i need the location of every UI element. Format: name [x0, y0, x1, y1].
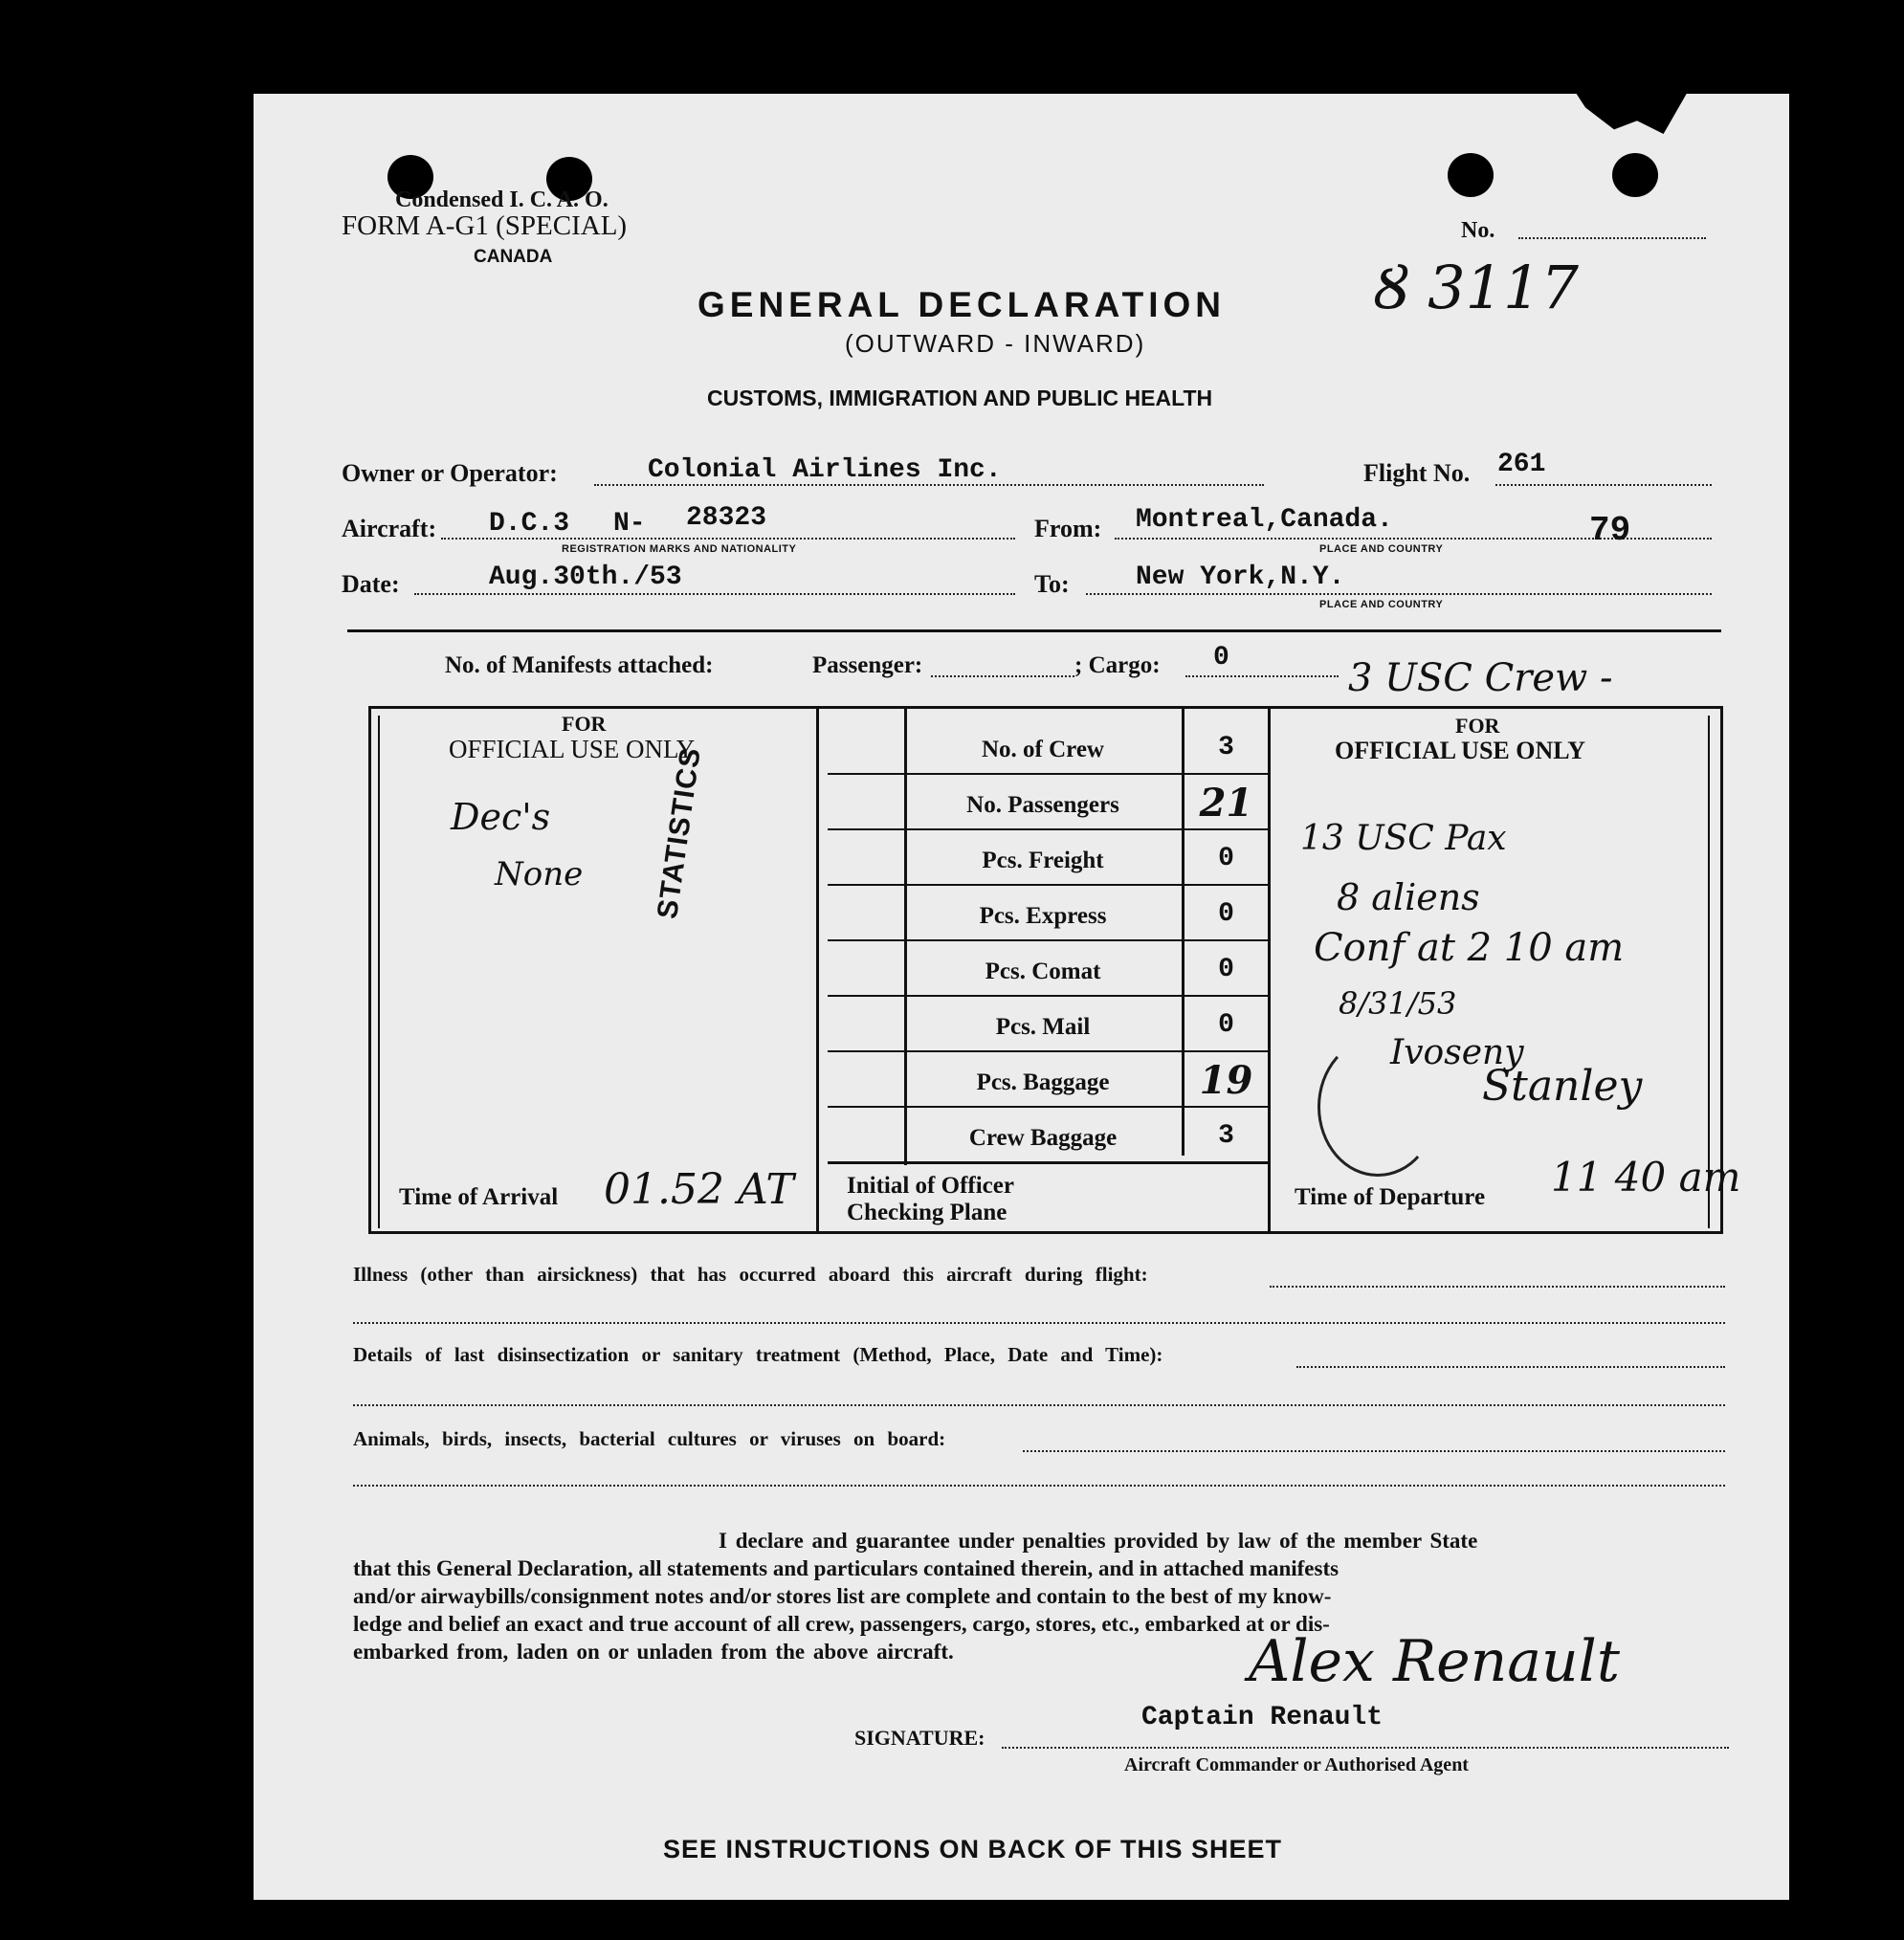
right-hand-note2: 8 aliens [1337, 876, 1480, 918]
flight-number-line [1495, 484, 1712, 486]
declaration-line2: that this General Declaration, all statements and particulars contained therein, and in attached manifests [353, 1556, 1339, 1580]
right-official-heading1: FOR [1455, 714, 1500, 738]
illness-line1 [1270, 1286, 1725, 1288]
count-value: 3 [1218, 733, 1234, 762]
count-label: Pcs. Mail [995, 1014, 1091, 1040]
count-label: Pcs. Freight [982, 848, 1104, 873]
place-caption-to: PLACE AND COUNTRY [1319, 599, 1444, 610]
table-divider-2 [904, 706, 907, 1165]
page-subtitle: (OUTWARD - INWARD) [845, 329, 1146, 358]
manifest-hand-note: 3 USC Crew - [1348, 656, 1613, 700]
animals-line1 [1023, 1450, 1725, 1452]
time-departure-value: 11 40 am [1551, 1154, 1741, 1201]
disinsect-line1 [1296, 1366, 1725, 1368]
officer-initial-label2: Checking Plane [847, 1200, 1007, 1225]
signature-handwritten: Alex Renault [1249, 1628, 1620, 1695]
date-label: Date: [342, 570, 400, 598]
count-value: 0 [1218, 1010, 1234, 1040]
form-header-line2: FORM A-G1 (SPECIAL) [342, 210, 628, 241]
animals-line2 [353, 1485, 1725, 1487]
signature-typed-name: Captain Renault [1141, 1703, 1384, 1732]
declaration-line3: and/or airwaybills/consignment notes and/or stores list are complete and contain to the best of my know- [353, 1584, 1332, 1608]
count-label: Pcs. Comat [985, 959, 1101, 984]
count-row-rule [828, 995, 1268, 997]
torn-corner [1574, 90, 1689, 134]
cargo-manifest-line [1185, 675, 1339, 677]
count-row-rule [828, 828, 1268, 830]
count-row-rule [828, 1161, 1268, 1163]
aircraft-reg-prefix: N- [613, 509, 646, 539]
count-row-rule [828, 773, 1268, 775]
signature-line [1002, 1747, 1729, 1749]
date-value: Aug.30th./53 [489, 562, 682, 592]
flight-number-label: Flight No. [1363, 459, 1471, 487]
form-number-line [1518, 237, 1706, 239]
count-row-rule [828, 1106, 1268, 1108]
signature-label: SIGNATURE: [854, 1726, 985, 1750]
officer-initial-label1: Initial of Officer [847, 1173, 1014, 1199]
signature-caption: Aircraft Commander or Authorised Agent [1124, 1754, 1469, 1775]
owner-value: Colonial Airlines Inc. [648, 455, 1002, 485]
table-divider-1 [816, 706, 819, 1234]
time-arrival-value: 01.52 AT [604, 1165, 794, 1214]
disinsect-line2 [353, 1404, 1725, 1406]
count-label: Crew Baggage [968, 1125, 1118, 1151]
count-label: No. Passengers [966, 792, 1119, 818]
passenger-manifest-label: Passenger: [812, 652, 923, 678]
count-label: No. of Crew [982, 737, 1104, 762]
page-title: GENERAL DECLARATION [697, 285, 1227, 324]
right-hand-circle [1317, 1037, 1438, 1177]
footer-instructions: SEE INSTRUCTIONS ON BACK OF THIS SHEET [663, 1835, 1283, 1863]
left-hand-note2: None [495, 855, 584, 893]
count-row-rule [828, 939, 1268, 941]
to-line [1086, 593, 1712, 595]
declaration-line5: embarked from, laden on or unladen from the above aircraft. [353, 1640, 954, 1664]
count-value: 0 [1218, 899, 1234, 929]
passenger-manifest-line [931, 675, 1074, 677]
declaration-form [254, 94, 1789, 1900]
right-hand-note4: 8/31/53 [1339, 985, 1457, 1022]
punch-hole-right-2 [1612, 153, 1658, 197]
handwritten-reference: Ȣ 3117 [1375, 253, 1579, 322]
manifests-label: No. of Manifests attached: [445, 652, 714, 678]
declaration-line4: ledge and belief an exact and true account of all crew, passengers, cargo, stores, etc., embarked at or dis- [353, 1612, 1330, 1636]
count-value: 0 [1218, 844, 1234, 873]
to-label: To: [1034, 570, 1070, 598]
disinsect-question: Details of last disinsectization or sanitary treatment (Method, Place, Date and Time): [353, 1343, 1163, 1366]
aircraft-type: D.C.3 [489, 509, 570, 539]
cargo-manifest-label: ; Cargo: [1074, 652, 1161, 678]
form-header-line3: CANADA [474, 247, 553, 267]
from-label: From: [1034, 515, 1102, 542]
count-label: Pcs. Express [979, 903, 1107, 929]
aircraft-label: Aircraft: [342, 515, 437, 542]
table-inner-right [1708, 716, 1710, 1228]
time-arrival-label: Time of Arrival [399, 1184, 559, 1210]
right-hand-note6: Stanley [1482, 1062, 1643, 1111]
right-official-heading2: OFFICIAL USE ONLY [1335, 737, 1585, 764]
count-row-rule [828, 884, 1268, 886]
count-label: Pcs. Baggage [976, 1069, 1110, 1095]
from-note: 79 [1589, 511, 1631, 550]
left-official-heading1: FOR [562, 712, 607, 736]
place-caption-from: PLACE AND COUNTRY [1319, 543, 1444, 555]
table-inner-left [378, 716, 380, 1228]
date-line [414, 593, 1015, 595]
count-value: 21 [1199, 781, 1253, 826]
from-value: Montreal,Canada. [1136, 505, 1393, 535]
left-official-heading2: OFFICIAL USE ONLY [449, 735, 696, 763]
section-rule [347, 629, 1721, 632]
animals-question: Animals, birds, insects, bacterial cultures or viruses on board: [353, 1427, 946, 1450]
illness-question: Illness (other than airsickness) that has occurred aboard this aircraft during flight: [353, 1263, 1148, 1286]
left-hand-note1: Dec's [451, 796, 551, 838]
customs-heading: CUSTOMS, IMMIGRATION AND PUBLIC HEALTH [707, 386, 1213, 410]
count-value: 0 [1218, 955, 1234, 984]
right-hand-note1: 13 USC Pax [1300, 819, 1507, 858]
aircraft-registration: 28323 [686, 503, 767, 533]
illness-line2 [353, 1322, 1725, 1324]
flight-number-value: 261 [1497, 450, 1546, 479]
punch-hole-right [1448, 153, 1494, 197]
owner-label: Owner or Operator: [342, 459, 558, 487]
right-hand-note5: Ivoseny [1390, 1033, 1524, 1072]
registration-caption: REGISTRATION MARKS AND NATIONALITY [562, 543, 797, 555]
time-departure-label: Time of Departure [1295, 1184, 1486, 1210]
form-header-line1: Condensed I. C. A. O. [395, 187, 609, 212]
right-hand-note3: Conf at 2 10 am [1314, 926, 1625, 970]
count-value: 3 [1218, 1121, 1234, 1151]
count-row-rule [828, 1050, 1268, 1052]
declaration-line1: I declare and guarantee under penalties provided by law of the member State [719, 1529, 1478, 1553]
table-divider-4 [1268, 706, 1271, 1234]
statistics-stamp: STATISTICS [652, 745, 707, 921]
count-value: 19 [1199, 1058, 1253, 1103]
form-number-label: No. [1461, 218, 1495, 243]
to-value: New York,N.Y. [1136, 562, 1345, 592]
cargo-manifest-value: 0 [1213, 643, 1229, 672]
